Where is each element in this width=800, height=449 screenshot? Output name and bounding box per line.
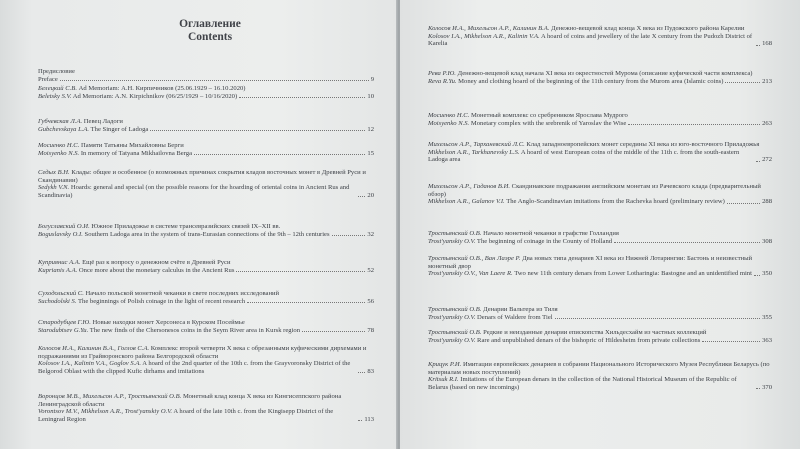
toc-entry-en-title: In memory of Tatyana Mikhailovna Berga [80, 149, 193, 157]
toc-entry-en [428, 78, 772, 86]
toc-entry-ru [38, 345, 374, 360]
toc-entry-en-author: Beletsky S.V. [38, 92, 72, 100]
page-number: 10 [367, 92, 374, 100]
toc-entry-ru-title: Клад западноевропейских монет середины XI века из юго-восточного Приладожья [526, 141, 760, 148]
toc-entry-en-author: Starodubtsev G.Yu. [38, 326, 89, 334]
toc-entry-en-title: Preface [38, 75, 58, 83]
toc-entry [428, 329, 772, 344]
toc-entry-ru-author: Седых В.Н. [38, 169, 70, 176]
toc-entry [38, 290, 374, 305]
toc-entry-en-title: The beginnings of Polish coinage in the light of recent research [78, 297, 245, 305]
leader-dots [239, 97, 365, 98]
page-number: 363 [762, 336, 772, 344]
leader-dots [727, 203, 760, 204]
toc-entry [38, 319, 374, 334]
page-number: 113 [364, 415, 374, 423]
toc-entry-ru-author: Крицук Р.И. [428, 361, 462, 368]
toc-entry-en-author: Moisyenko N.S. [38, 149, 80, 157]
page-number: 168 [762, 40, 772, 48]
toc-entry-ru [38, 169, 374, 184]
toc-entry-en [38, 93, 374, 101]
leader-dots [194, 154, 365, 155]
leader-dots [236, 271, 365, 272]
toc-entry-ru-title: Денежно-вещевой клад конца X века из Пудожского района Карелии [551, 25, 745, 32]
toc-entry [428, 361, 772, 391]
toc-entry-ru [38, 85, 374, 93]
page-number: 78 [367, 326, 374, 334]
contents-title-en: Contents [187, 31, 233, 43]
toc-entry-en-author: Moisyenko N.S. [428, 119, 470, 127]
page-number: 350 [762, 270, 772, 278]
toc-entry-en [38, 76, 374, 84]
toc-entry-ru [428, 141, 772, 149]
toc-entry-en-title: A hoard of the 2nd quarter of the 10th c. from the Grayvoronsky District of the Belgorod Oblast with the clipped Kufic dirhams and imitations [38, 360, 351, 375]
toc-entry-ru [428, 183, 772, 198]
toc-entry-ru [38, 223, 374, 231]
toc-entry-en-author: Trost'yanskiy O.V. [428, 237, 476, 245]
toc-entry-en-title: Once more about the monetary calculus in the Ancient Rus [78, 266, 235, 274]
toc-entry-en [428, 270, 772, 278]
toc-entry-en [38, 126, 374, 134]
toc-entry-en-title: A hoard of coins and jewellery of the late X century from the Pudozh District of Karelia [428, 32, 753, 48]
toc-entry-ru-title: Денежно-вещевой клад начала XI века из окрестностей Мурома (описание куфической части комплекса) [457, 70, 753, 77]
toc-entry-en-author: Gubchevskaya L.A. [38, 125, 90, 133]
leader-dots [555, 318, 761, 319]
leader-dots [614, 242, 760, 243]
toc-entry-ru-author: Богуславский О.И. [38, 223, 90, 230]
toc-entry [428, 112, 772, 127]
leader-dots [628, 124, 760, 125]
leader-dots [725, 82, 760, 83]
right-page [400, 0, 800, 449]
toc-entry [428, 70, 772, 85]
toc-entry-ru-author: Тростьянский О.В. [428, 230, 482, 237]
contents-title-ru: Оглавление [179, 18, 241, 30]
toc-entry-en-title: Money and clothing hoard of the beginning of the 11th century from the Murom area (Islamic coins) [458, 77, 724, 85]
page-number: 308 [762, 237, 772, 245]
left-page [0, 0, 398, 449]
toc-entry-ru [38, 319, 374, 327]
toc-entry-ru-title: Комплекс второй четверти X века с обрезанными куфическими дирхемами и подражаниями из Грайворонского района Белгородской области [38, 345, 367, 360]
toc-entry-ru-title: Новые находки монет Херсонеса в Курском Посеймье [92, 319, 245, 326]
toc-entry-en-author: Kolosov I.A., Kalinin V.A., Goglov S.A. [38, 360, 141, 368]
toc-entry [38, 259, 374, 274]
toc-entry [38, 68, 374, 83]
toc-entry-en [428, 337, 772, 345]
toc-entry-en-title: Denars of Waldere from Tiel [477, 313, 553, 321]
toc-entry-ru-author: Тростьянский О.В. [428, 329, 482, 336]
toc-entry-en [38, 184, 374, 199]
toc-entry-en-author: Kritsuk R.I. [428, 376, 459, 384]
toc-entry [428, 306, 772, 321]
toc-entry-en-title: The beginning of coinage in the County of Holland [476, 237, 613, 245]
toc-entry-en-author: Kolosov I.A., Mikhelson A.R., Kalinin V.A. [428, 32, 540, 40]
toc-entry-ru-author: Губчевская Л.А. [38, 118, 83, 125]
toc-entry [428, 255, 772, 278]
toc-entry-en-author: Vorontsov M.V., Mikhelson A.R., Trost'yanskiy O.V. [38, 408, 173, 416]
toc-entry-ru-author: Стародубцев Г.Ю. [38, 319, 91, 326]
toc-entry-en-title: Southern Ladoga area in the system of trans-Eurasian connections of the 9th – 12th centuries [84, 230, 330, 238]
toc-entry-ru-author: Мосиенко Н.С. [428, 112, 470, 119]
toc-entry-ru [38, 393, 374, 408]
leader-dots [302, 331, 365, 332]
toc-entry-ru-title: Клады: общее и особенное (о возможных причинах сокрытия кладов восточных монет в Древней Руси и Скандинавии) [38, 169, 366, 184]
toc-entry-ru [428, 70, 772, 78]
toc-entry-ru-title: Монетный клад конца X века из Кингисеппского района Ленинградской области [38, 393, 342, 408]
leader-dots [60, 80, 369, 81]
toc-entry-en-title: Ad Memoriam: A.N. Kirpichnikov (06/25/1929 – 10/16/2020) [72, 92, 238, 100]
toc-entry-ru [428, 361, 772, 376]
toc-entry [38, 223, 374, 238]
leader-dots [756, 388, 760, 389]
toc-entry [38, 118, 374, 133]
toc-entry-ru-author: Михельсон А.Р., Гаданов В.И. [428, 183, 511, 190]
toc-entry [38, 142, 374, 157]
leader-dots [702, 341, 760, 342]
toc-entry-ru-title: Два новых типа денариев XI века из Нижней Лотарингии: Бастонь и неизвестный монетный двор [428, 255, 753, 270]
page-number: 355 [762, 313, 772, 321]
toc-entry-en [38, 267, 374, 275]
toc-entry-ru [38, 142, 374, 150]
toc-entry-ru-title: Начало польской монетной чеканки в свете последних исследований [85, 290, 280, 297]
toc-entry-en-title: The Singer of Ladoga [90, 125, 149, 133]
toc-entry-ru-author: Куприянис А.А. [38, 259, 81, 266]
toc-entry-en-title: Imitations of the European denars in the collection of the National Historical Museum of the Republic of Belarus (based on new incomings) [428, 376, 737, 391]
toc-entry-en-author: Mikhelson A.R., Galanov V.I. [428, 198, 505, 206]
toc-entry-ru [428, 306, 772, 314]
toc-entry-en-author: Mikhelson A.R., Tarkhanevsky L.S. [428, 148, 520, 156]
toc-entry-ru-title: Скандинавские подражания английским монетам из Рачевского клада (предварительный обзор) [428, 183, 761, 198]
toc-entry-en-author: Trost'yanskiy O.V. [428, 336, 476, 344]
page-number: 12 [367, 125, 374, 133]
toc-entry-en [428, 33, 772, 48]
toc-entry-ru [38, 290, 374, 298]
leader-dots [756, 45, 760, 46]
page-number: 370 [762, 383, 772, 391]
toc-entry-ru-author: Колосов И.А., Михельсон А.Р., Калинин В.А. [428, 25, 550, 32]
page-number: 32 [367, 230, 374, 238]
leader-dots [756, 161, 760, 162]
toc-entry-en [428, 198, 772, 206]
toc-entry-en-title: The new finds of the Chersonesos coins in the Seym River area in Kursk region [89, 326, 301, 334]
page-number: 272 [762, 156, 772, 164]
toc-entry-en-author: Suchodolski S. [38, 297, 77, 305]
toc-entry [38, 345, 374, 375]
toc-entry [428, 183, 772, 206]
toc-entry-ru-author: Мосиенко Н.С. [38, 142, 80, 149]
toc-entry-ru-author: Тростьянский О.В., Ван Лаэре Р. [428, 255, 521, 262]
page-number: 83 [367, 367, 374, 375]
toc-entry-en [428, 238, 772, 246]
toc-entry-ru-title: Редкие и неизданные денарии епископства Хильдесхайм из частных коллекций [483, 329, 707, 336]
contents-heading [178, 18, 242, 44]
toc-entry-ru-title: Ad Memoriam: А.Н. Кирпичников (25.06.1929 – 16.10.2020) [78, 85, 246, 92]
toc-entry-ru-title: Певец Ладоги [83, 118, 123, 125]
toc-entry [428, 25, 772, 48]
toc-entry [38, 85, 374, 100]
toc-entry-en [428, 120, 772, 128]
page-number: 15 [367, 149, 374, 157]
toc-entry-en-author: Kuprianis A.A. [38, 266, 78, 274]
toc-entry-en [38, 327, 374, 335]
toc-entry-en-title: A hoard of west European coins of the middle of the 11th c. from the south-eastern Ladoga area [428, 148, 740, 164]
toc-entry-ru-author: Тростьянский О.В. [428, 306, 482, 313]
toc-entry-ru [38, 259, 374, 267]
toc-entry-en [428, 314, 772, 322]
toc-entry-en [38, 298, 374, 306]
toc-entry-ru [428, 329, 772, 337]
leader-dots [247, 302, 365, 303]
toc-entry-en-title: A hoard of the late 10th c. from the Kingisepp District of the Leningrad Region [38, 408, 334, 423]
toc-entry-en [38, 231, 374, 239]
leader-dots [358, 372, 365, 373]
toc-entry-en-author: Reva R.Yu. [428, 77, 457, 85]
toc-entry-ru [428, 112, 772, 120]
leader-dots [358, 420, 362, 421]
toc-entry-ru-author: Михельсон А.Р., Тарханевский Л.С. [428, 141, 525, 148]
toc-entry-ru [428, 25, 772, 33]
page-number: 9 [370, 75, 374, 83]
toc-entry-ru-author: Воронцов М.В., Михельсон А.Р., Тростьянский О.В. [38, 393, 182, 400]
toc-entry-en-author: Trost'yanskiy O.V. [428, 313, 476, 321]
toc-entry-en-title: Two new 11th century denars from Lower Lotharingia: Bastogne and an unidentified mint [514, 270, 752, 278]
toc-entry-en [38, 150, 374, 158]
toc-entry-en [38, 408, 374, 423]
toc-entry-en [38, 360, 374, 375]
page-number: 288 [762, 198, 772, 206]
toc-entry-ru [428, 230, 772, 238]
toc-entry-ru-author: Рева Р.Ю. [428, 70, 456, 77]
toc-entry-en-title: The Anglo-Scandinavian imitations from the Rachevka hoard (preliminary review) [506, 198, 725, 206]
leader-dots [754, 275, 760, 276]
toc-entry-en-title: Rare and unpublished denars of the bishopric of Hildesheim from private collections [477, 336, 701, 344]
toc-entry [38, 393, 374, 423]
toc-entry-ru-author: Белецкий С.В. [38, 85, 77, 92]
toc-entry [38, 169, 374, 199]
toc-entry-en-author: Sedykh V.N. [38, 184, 70, 192]
toc-entry-ru-title: Монетный комплекс со сребреником Ярослава Мудрого [471, 112, 628, 119]
page-number: 52 [367, 266, 374, 274]
toc-entry-ru-title: Денарии Вальтера из Тиля [483, 306, 558, 313]
toc-entry-en [428, 376, 772, 391]
toc-entry-en [428, 149, 772, 164]
toc-entry-ru [38, 68, 374, 76]
toc-entry-en-title: Hoards: general and special (on the possible reasons for the hoarding of oriental coins in Ancient Rus and Scandinavia) [38, 184, 350, 199]
leader-dots [332, 235, 366, 236]
toc-entry-ru [428, 255, 772, 270]
toc-entry [428, 141, 772, 164]
toc-entry-ru-title: Южное Приладожье в системе трансевразийских связей IX–XII вв. [91, 223, 281, 230]
toc-entry-ru-title: Ещё раз к вопросу о денежном счёте в Древней Руси [82, 259, 231, 266]
page-number: 56 [367, 297, 374, 305]
toc-entry-ru-author: Суходольский С. [38, 290, 84, 297]
toc-entry-en-author: Trost'yanskiy O.V., Van Laere R. [428, 270, 513, 278]
toc-entry-ru-title: Имитации европейских денариев в собрании Национального Исторического Музея Республики Беларусь (по материалам новых поступлений) [428, 361, 770, 376]
toc-entry-ru-title: Предисловие [38, 68, 75, 75]
page-number: 263 [762, 119, 772, 127]
page-number: 20 [367, 191, 374, 199]
toc-entry-ru-title: Памяти Татьяны Михайловны Берги [81, 142, 184, 149]
toc-entry [428, 230, 772, 245]
leader-dots [150, 130, 365, 131]
toc-entry-en-author: Boguslavsky O.I. [38, 230, 83, 238]
toc-entry-ru [38, 118, 374, 126]
page-number: 213 [762, 77, 772, 85]
toc-entry-ru-author: Колосов И.А., Калинин В.А., Гоглов С.А. [38, 345, 150, 352]
leader-dots [358, 196, 365, 197]
toc-entry-ru-title: Начало монетной чеканки в графстве Голландия [483, 230, 619, 237]
toc-entry-en-title: Monetary complex with the srebrenik of Yaroslav the Wise [470, 119, 627, 127]
